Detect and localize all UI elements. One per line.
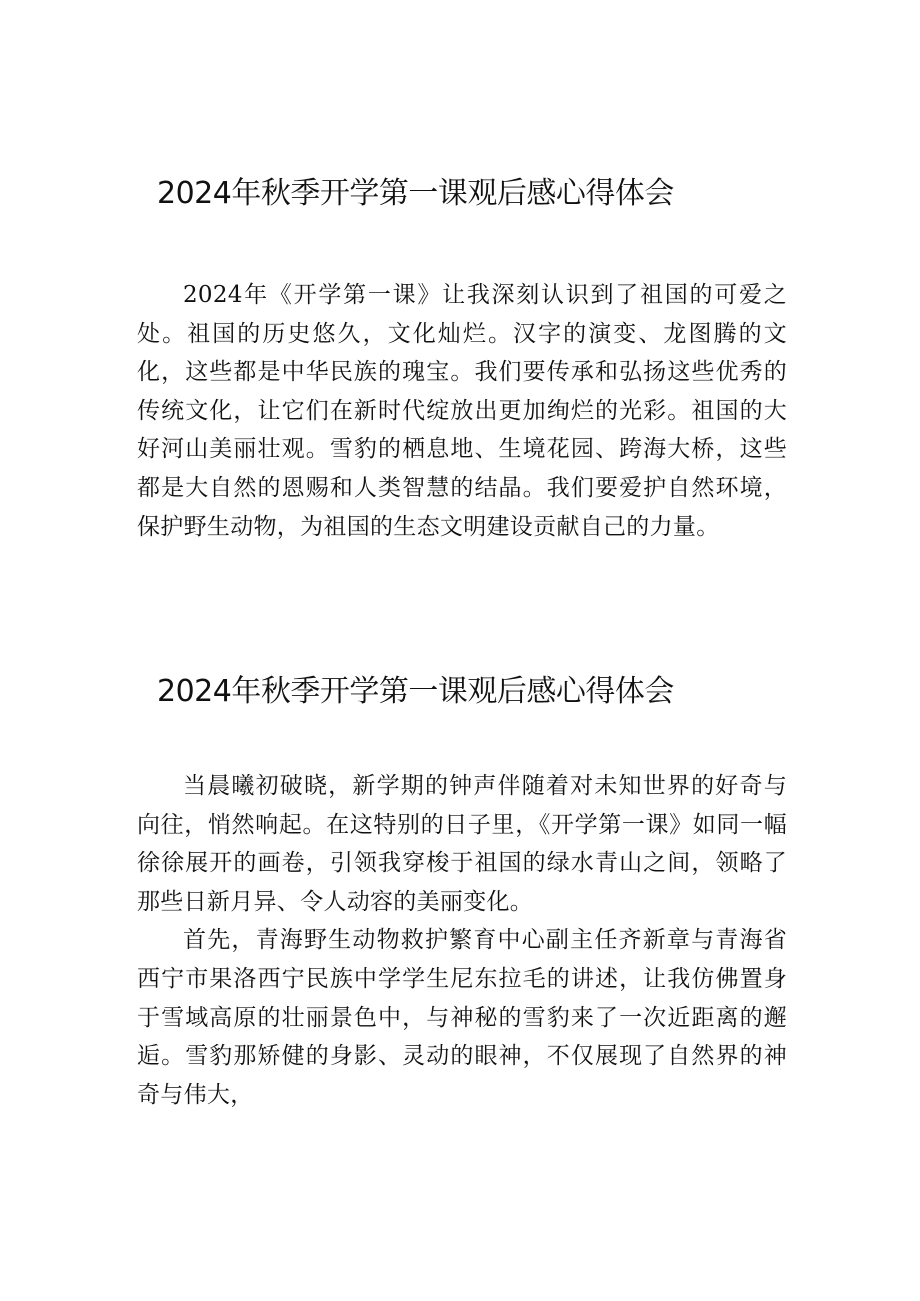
section-1-body [137,276,787,546]
section-2-paragraph-2: 首先，青海野生动物救护繁育中心副主任齐新章与青海省西宁市果洛西宁民族中学学生尼东拉毛的讲述，让我仿佛置身于雪域高原的壮丽景色中，与神秘的雪豹来了一次近距离的邂逅。雪豹那矫健的身影、灵动的眼神，不仅展现了自然界的神奇与伟大， [137,927,787,1108]
section-1-title: 2024年秋季开学第一课观后感心得体会 [157,176,674,211]
section-2-body [137,767,787,1114]
section-2-paragraph-1: 当晨曦初破晓，新学期的钟声伴随着对未知世界的好奇与向往，悄然响起。在这特别的日子里，《开学第一课》如同一幅徐徐展开的画卷，引领我穿梭于祖国的绿水青山之间，领略了那些日新月异、令人动容的美丽变化。 [137,773,787,915]
section-2-title: 2024年秋季开学第一课观后感心得体会 [157,674,674,709]
section-1-paragraph-1: 2024年《开学第一课》让我深刻认识到了祖国的可爱之处。祖国的历史悠久，文化灿烂。汉字的演变、龙图腾的文化，这些都是中华民族的瑰宝。我们要传承和弘扬这些优秀的传统文化，让它们在新时代绽放出更加绚烂的光彩。祖国的大好河山美丽壮观。雪豹的栖息地、生境花园、跨海大桥，这些都是大自然的恩赐和人类智慧的结晶。我们要爱护自然环境，保护野生动物，为祖国的生态文明建设贡献自己的力量。 [137,282,787,540]
